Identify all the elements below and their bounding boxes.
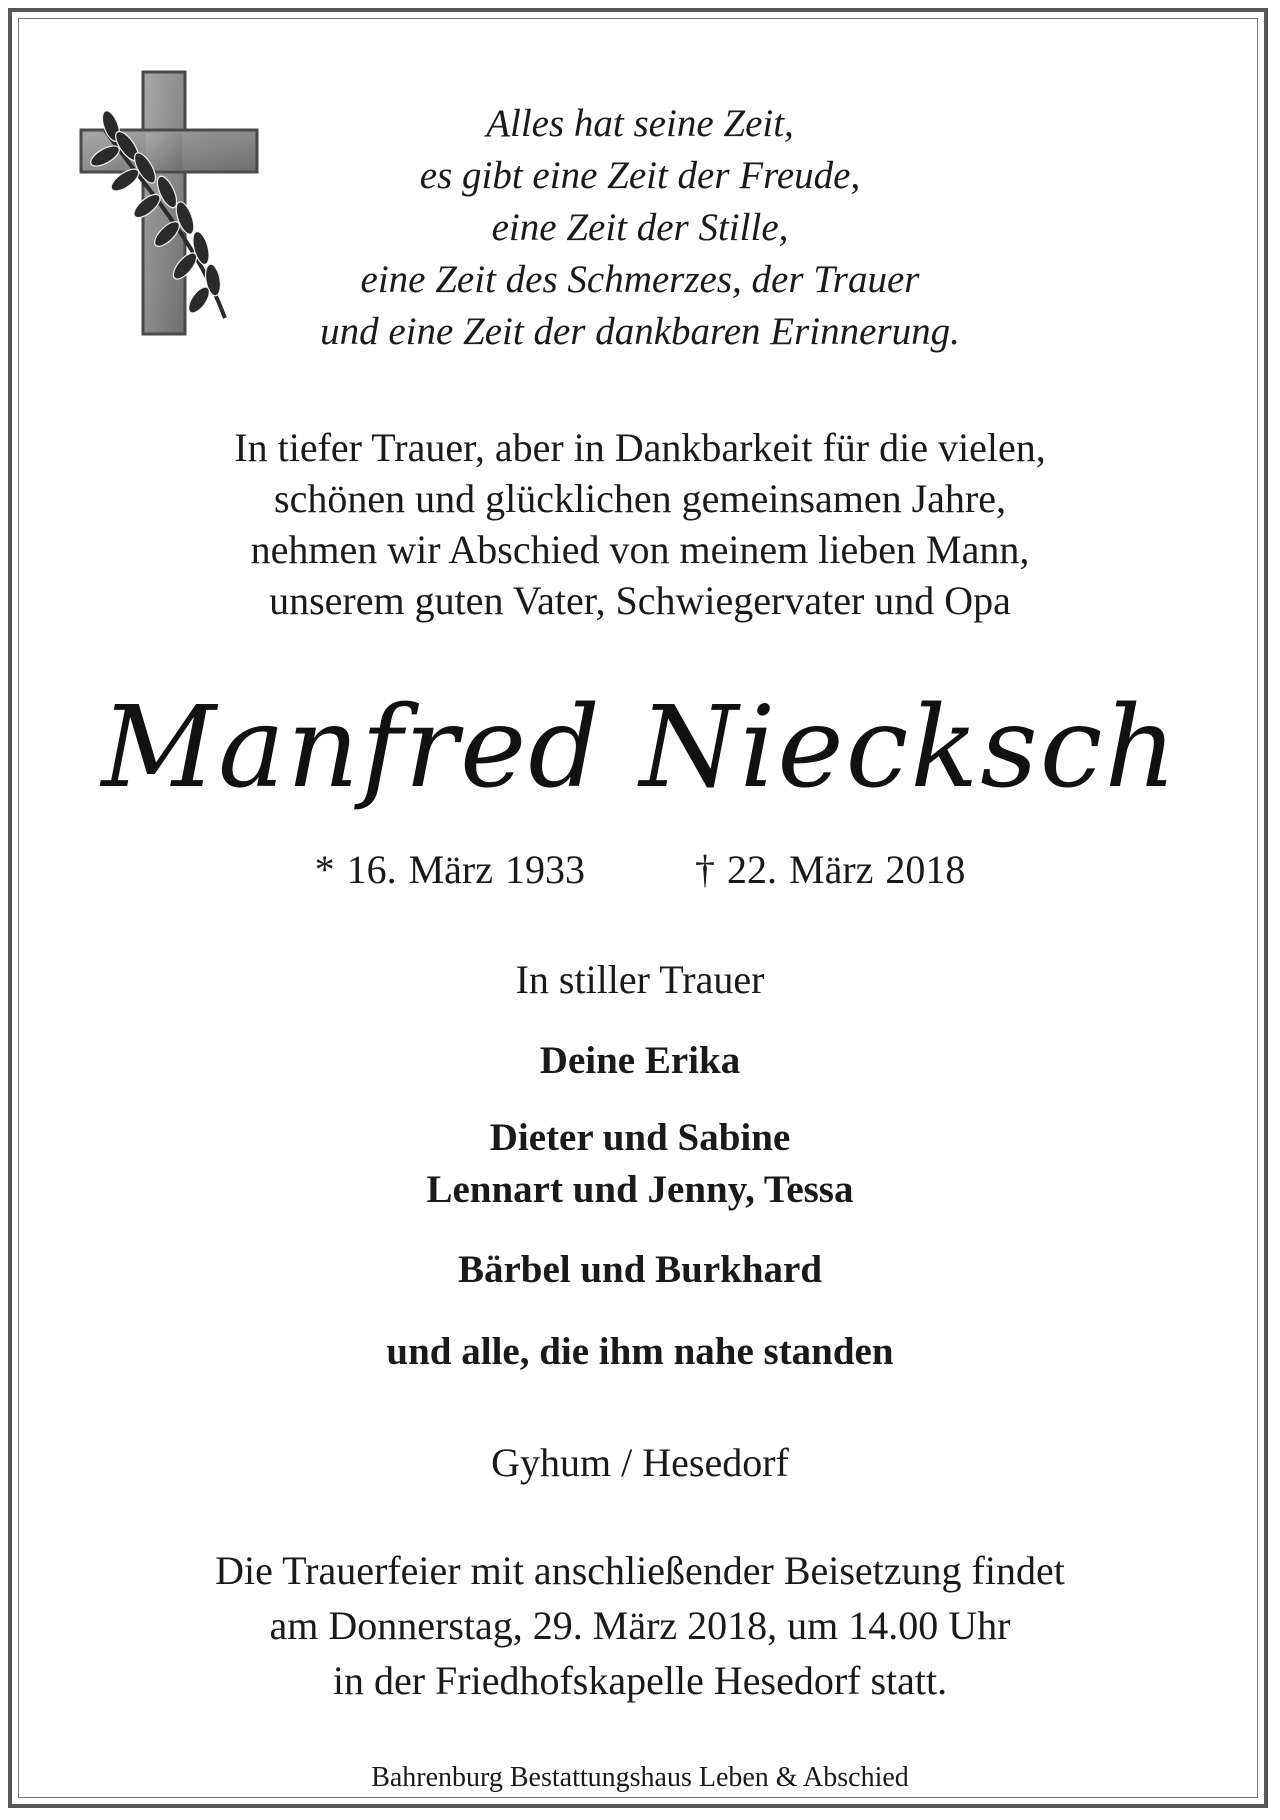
place: Gyhum / Hesedorf [491, 1440, 789, 1485]
mourner-family-1 [0, 1112, 1280, 1216]
funeral-home: Bahrenburg Bestattungshaus Leben & Abschied [371, 1762, 909, 1793]
intro-line: nehmen wir Abschied von meinem lieben Mann, [250, 527, 1030, 572]
service-line: in der Friedhofskapelle Hesedorf statt. [332, 1658, 948, 1703]
poem-line: Alles hat seine Zeit, [486, 102, 794, 145]
intro-text [0, 422, 1280, 626]
mourner-family-2: Bärbel und Burkhard [457, 1248, 823, 1291]
deceased-name: Manfred Niecksch [101, 683, 1179, 813]
mourning-phrase: In stiller Trauer [515, 957, 765, 1002]
intro-line: schönen und glücklichen gemeinsamen Jahre, [274, 476, 1006, 521]
poem [140, 98, 1140, 358]
birth-date: * 16. März 1933 [314, 847, 585, 892]
mourner-wife: Deine Erika [539, 1039, 741, 1082]
service-line: Die Trauerfeier mit anschließender Beisetzung findet [215, 1548, 1065, 1593]
death-date: † 22. März 2018 [695, 847, 966, 892]
life-dates [0, 843, 1280, 897]
service-info [0, 1543, 1280, 1708]
mourner-line: Lennart und Jenny, Tessa [426, 1168, 854, 1211]
poem-line: eine Zeit der Stille, [491, 206, 789, 249]
poem-line: es gibt eine Zeit der Freude, [419, 154, 861, 197]
service-line: am Donnerstag, 29. März 2018, um 14.00 Uhr [269, 1603, 1011, 1648]
poem-line: und eine Zeit der dankbaren Erinnerung. [320, 310, 960, 353]
mourner-others: und alle, die ihm nahe standen [386, 1330, 894, 1373]
intro-line: In tiefer Trauer, aber in Dankbarkeit für die vielen, [234, 425, 1046, 470]
poem-line: eine Zeit des Schmerzes, der Trauer [360, 258, 920, 301]
mourner-line: Dieter und Sabine [489, 1116, 791, 1159]
intro-line: unserem guten Vater, Schwiegervater und Opa [269, 578, 1011, 623]
